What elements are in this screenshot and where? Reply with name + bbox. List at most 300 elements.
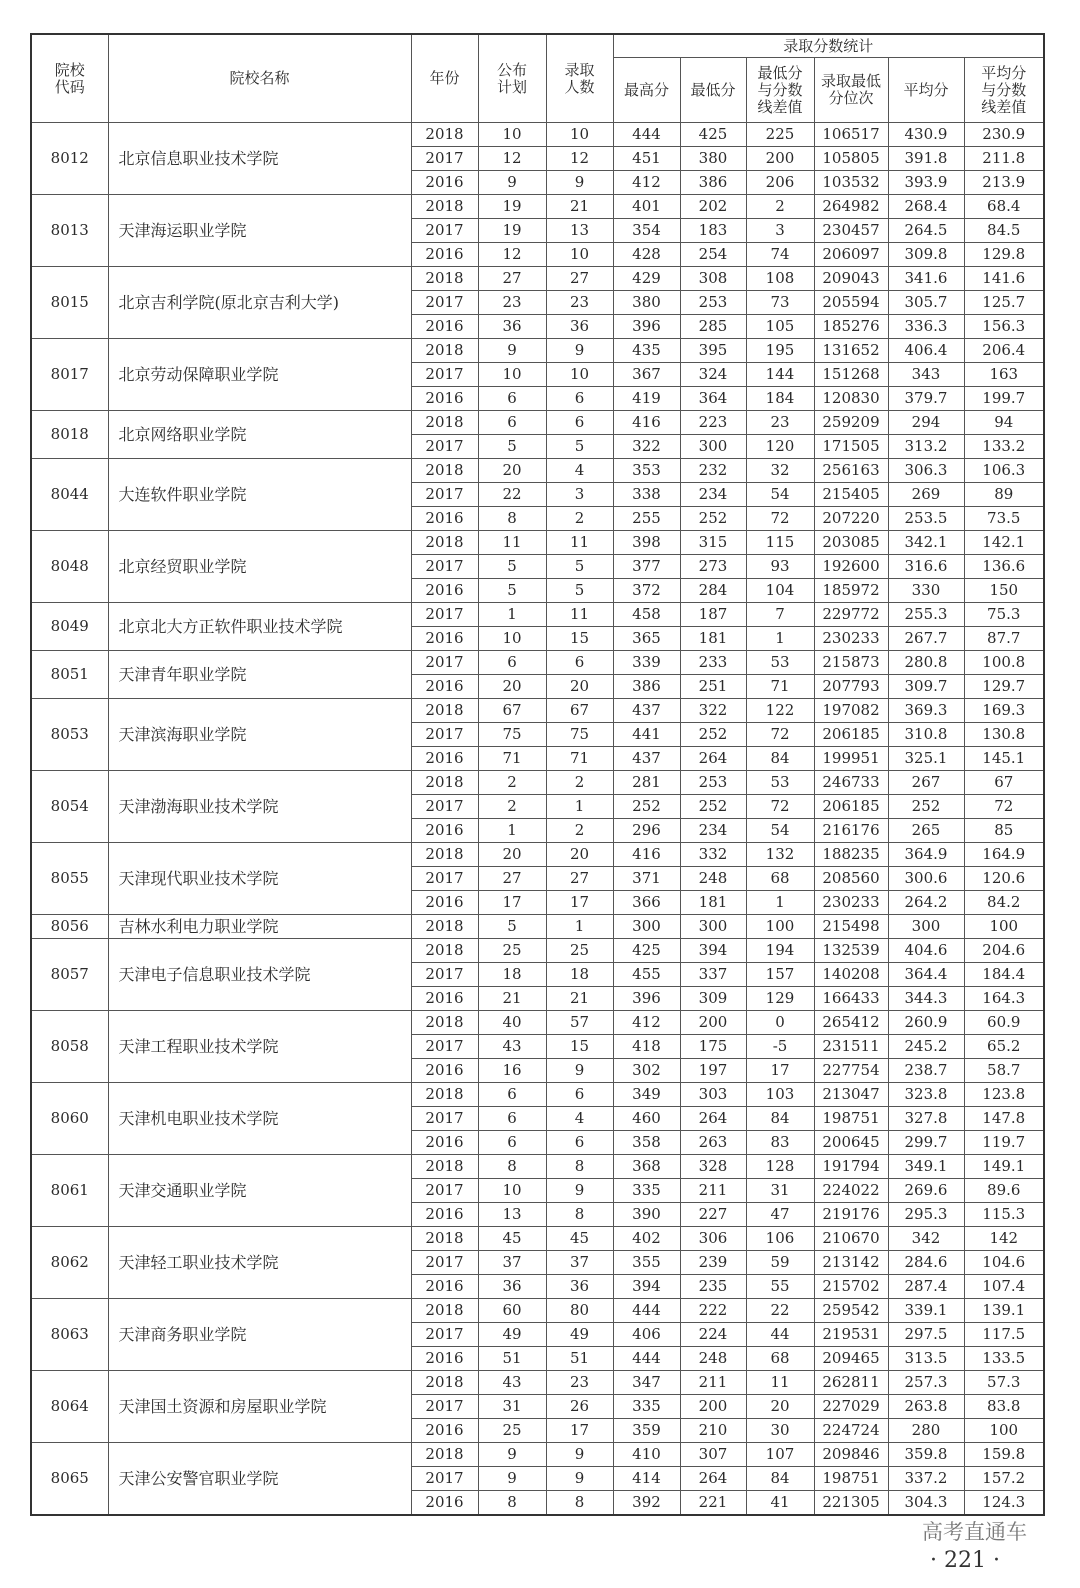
cell-avg: 245.2	[888, 1035, 964, 1059]
header-plan: 公布计划	[478, 34, 546, 123]
table-row	[31, 531, 1044, 555]
cell-min: 221	[680, 1491, 746, 1516]
cell-admitted: 75	[546, 723, 613, 747]
cell-avg: 264.5	[888, 219, 964, 243]
cell-min: 181	[680, 891, 746, 915]
cell-year: 2016	[411, 819, 478, 843]
school-name: 天津机电职业技术学院	[108, 1083, 411, 1155]
cell-plan: 6	[478, 411, 546, 435]
cell-year: 2018	[411, 339, 478, 363]
cell-admitted: 18	[546, 963, 613, 987]
cell-year: 2018	[411, 1227, 478, 1251]
cell-min-diff: 72	[746, 723, 814, 747]
cell-min: 253	[680, 771, 746, 795]
cell-admitted: 21	[546, 195, 613, 219]
cell-min-rank: 206185	[814, 723, 888, 747]
cell-min: 252	[680, 795, 746, 819]
cell-year: 2018	[411, 1299, 478, 1323]
cell-min-rank: 210670	[814, 1227, 888, 1251]
table-row	[31, 1155, 1044, 1179]
cell-min: 202	[680, 195, 746, 219]
cell-min: 248	[680, 1347, 746, 1371]
cell-min-rank: 106517	[814, 123, 888, 147]
table-row	[31, 1083, 1044, 1107]
cell-max: 455	[613, 963, 680, 987]
cell-min-diff: 53	[746, 651, 814, 675]
school-code: 8056	[31, 915, 108, 939]
cell-min-rank: 198751	[814, 1467, 888, 1491]
cell-min-diff: 84	[746, 1467, 814, 1491]
cell-min-diff: 68	[746, 1347, 814, 1371]
cell-avg-diff: 230.9	[964, 123, 1044, 147]
cell-plan: 1	[478, 603, 546, 627]
cell-min: 273	[680, 555, 746, 579]
cell-avg-diff: 129.7	[964, 675, 1044, 699]
school-name: 北京吉利学院(原北京吉利大学)	[108, 267, 411, 339]
cell-year: 2017	[411, 723, 478, 747]
cell-avg: 265	[888, 819, 964, 843]
cell-min-rank: 191794	[814, 1155, 888, 1179]
cell-max: 425	[613, 939, 680, 963]
cell-plan: 12	[478, 147, 546, 171]
school-name: 天津轻工职业技术学院	[108, 1227, 411, 1299]
cell-min-diff: 84	[746, 747, 814, 771]
cell-min-diff: 93	[746, 555, 814, 579]
cell-admitted: 6	[546, 1083, 613, 1107]
cell-avg-diff: 67	[964, 771, 1044, 795]
cell-avg-diff: 85	[964, 819, 1044, 843]
cell-admitted: 71	[546, 747, 613, 771]
cell-avg: 300.6	[888, 867, 964, 891]
cell-avg: 323.8	[888, 1083, 964, 1107]
cell-plan: 11	[478, 531, 546, 555]
school-code: 8053	[31, 699, 108, 771]
cell-min: 337	[680, 963, 746, 987]
cell-year: 2018	[411, 531, 478, 555]
cell-max: 322	[613, 435, 680, 459]
cell-plan: 21	[478, 987, 546, 1011]
cell-avg: 364.4	[888, 963, 964, 987]
cell-min-diff: 53	[746, 771, 814, 795]
cell-min-rank: 215873	[814, 651, 888, 675]
school-code: 8060	[31, 1083, 108, 1155]
cell-max: 335	[613, 1395, 680, 1419]
cell-year: 2016	[411, 315, 478, 339]
cell-avg: 300	[888, 915, 964, 939]
school-code: 8064	[31, 1371, 108, 1443]
cell-year: 2016	[411, 507, 478, 531]
cell-avg-diff: 145.1	[964, 747, 1044, 771]
cell-min: 264	[680, 1107, 746, 1131]
cell-max: 429	[613, 267, 680, 291]
school-code: 8063	[31, 1299, 108, 1371]
cell-avg: 268.4	[888, 195, 964, 219]
table-row	[31, 1371, 1044, 1395]
cell-year: 2017	[411, 1179, 478, 1203]
cell-min: 264	[680, 747, 746, 771]
cell-avg: 342	[888, 1227, 964, 1251]
cell-avg-diff: 164.3	[964, 987, 1044, 1011]
header-avg-diff: 平均分与分数线差值	[964, 58, 1044, 123]
cell-min: 264	[680, 1467, 746, 1491]
cell-max: 460	[613, 1107, 680, 1131]
school-code: 8048	[31, 531, 108, 603]
cell-plan: 6	[478, 387, 546, 411]
cell-min-diff: 2	[746, 195, 814, 219]
table-row	[31, 843, 1044, 867]
cell-min: 386	[680, 171, 746, 195]
cell-plan: 19	[478, 195, 546, 219]
cell-avg: 364.9	[888, 843, 964, 867]
cell-min-rank: 185972	[814, 579, 888, 603]
cell-min: 322	[680, 699, 746, 723]
cell-plan: 13	[478, 1203, 546, 1227]
cell-min-diff: 30	[746, 1419, 814, 1443]
cell-plan: 20	[478, 675, 546, 699]
cell-admitted: 9	[546, 1443, 613, 1467]
cell-avg: 430.9	[888, 123, 964, 147]
cell-max: 349	[613, 1083, 680, 1107]
cell-avg-diff: 156.3	[964, 315, 1044, 339]
cell-avg-diff: 147.8	[964, 1107, 1044, 1131]
cell-admitted: 13	[546, 219, 613, 243]
cell-min: 234	[680, 819, 746, 843]
cell-avg-diff: 123.8	[964, 1083, 1044, 1107]
cell-plan: 1	[478, 819, 546, 843]
table-row	[31, 195, 1044, 219]
cell-max: 401	[613, 195, 680, 219]
school-name: 天津商务职业学院	[108, 1299, 411, 1371]
cell-avg: 341.6	[888, 267, 964, 291]
school-name: 天津公安警官职业学院	[108, 1443, 411, 1516]
table-body	[31, 123, 1044, 1516]
cell-min-diff: 104	[746, 579, 814, 603]
cell-min: 210	[680, 1419, 746, 1443]
cell-admitted: 10	[546, 363, 613, 387]
cell-admitted: 26	[546, 1395, 613, 1419]
table-row	[31, 603, 1044, 627]
school-name: 天津电子信息职业技术学院	[108, 939, 411, 1011]
cell-avg-diff: 119.7	[964, 1131, 1044, 1155]
cell-avg-diff: 84.5	[964, 219, 1044, 243]
cell-min-rank: 230457	[814, 219, 888, 243]
cell-admitted: 27	[546, 867, 613, 891]
cell-min: 300	[680, 915, 746, 939]
cell-min-diff: 44	[746, 1323, 814, 1347]
cell-avg: 269.6	[888, 1179, 964, 1203]
cell-admitted: 21	[546, 987, 613, 1011]
cell-min-rank: 151268	[814, 363, 888, 387]
cell-year: 2016	[411, 891, 478, 915]
cell-avg-diff: 141.6	[964, 267, 1044, 291]
cell-min: 306	[680, 1227, 746, 1251]
cell-year: 2017	[411, 291, 478, 315]
cell-plan: 10	[478, 363, 546, 387]
cell-min-diff: 22	[746, 1299, 814, 1323]
cell-avg: 404.6	[888, 939, 964, 963]
cell-min: 380	[680, 147, 746, 171]
header-avg: 平均分	[888, 58, 964, 123]
cell-plan: 6	[478, 1083, 546, 1107]
school-code: 8017	[31, 339, 108, 411]
cell-year: 2016	[411, 747, 478, 771]
school-code: 8061	[31, 1155, 108, 1227]
cell-avg: 309.8	[888, 243, 964, 267]
cell-avg: 267	[888, 771, 964, 795]
cell-min-rank: 140208	[814, 963, 888, 987]
cell-year: 2017	[411, 1323, 478, 1347]
cell-min-rank: 213142	[814, 1251, 888, 1275]
cell-avg: 393.9	[888, 171, 964, 195]
cell-admitted: 1	[546, 915, 613, 939]
cell-plan: 10	[478, 1179, 546, 1203]
cell-avg: 310.8	[888, 723, 964, 747]
cell-admitted: 51	[546, 1347, 613, 1371]
cell-plan: 5	[478, 555, 546, 579]
cell-admitted: 9	[546, 339, 613, 363]
cell-year: 2018	[411, 843, 478, 867]
cell-year: 2016	[411, 1419, 478, 1443]
cell-year: 2016	[411, 1131, 478, 1155]
cell-avg: 330	[888, 579, 964, 603]
cell-min-rank: 213047	[814, 1083, 888, 1107]
cell-avg-diff: 150	[964, 579, 1044, 603]
table-row	[31, 1443, 1044, 1467]
cell-avg: 260.9	[888, 1011, 964, 1035]
cell-avg-diff: 213.9	[964, 171, 1044, 195]
cell-min-rank: 198751	[814, 1107, 888, 1131]
cell-avg-diff: 104.6	[964, 1251, 1044, 1275]
school-name: 天津现代职业技术学院	[108, 843, 411, 915]
cell-admitted: 23	[546, 291, 613, 315]
cell-avg: 339.1	[888, 1299, 964, 1323]
cell-plan: 22	[478, 483, 546, 507]
cell-plan: 20	[478, 843, 546, 867]
cell-avg-diff: 124.3	[964, 1491, 1044, 1516]
cell-admitted: 9	[546, 1059, 613, 1083]
cell-admitted: 8	[546, 1155, 613, 1179]
cell-min-diff: 128	[746, 1155, 814, 1179]
cell-min: 328	[680, 1155, 746, 1179]
cell-min-diff: 11	[746, 1371, 814, 1395]
cell-min-rank: 206185	[814, 795, 888, 819]
cell-min-diff: 59	[746, 1251, 814, 1275]
cell-year: 2016	[411, 987, 478, 1011]
cell-year: 2016	[411, 387, 478, 411]
cell-max: 392	[613, 1491, 680, 1516]
cell-year: 2017	[411, 1035, 478, 1059]
cell-min-diff: 31	[746, 1179, 814, 1203]
cell-min-diff: 55	[746, 1275, 814, 1299]
cell-min: 211	[680, 1371, 746, 1395]
cell-min: 315	[680, 531, 746, 555]
cell-min: 254	[680, 243, 746, 267]
cell-min-rank: 200645	[814, 1131, 888, 1155]
cell-min-diff: 23	[746, 411, 814, 435]
cell-min: 309	[680, 987, 746, 1011]
cell-avg: 306.3	[888, 459, 964, 483]
cell-max: 402	[613, 1227, 680, 1251]
cell-max: 367	[613, 363, 680, 387]
cell-avg-diff: 106.3	[964, 459, 1044, 483]
header-max: 最高分	[613, 58, 680, 123]
cell-year: 2017	[411, 147, 478, 171]
cell-min-diff: 157	[746, 963, 814, 987]
school-name: 天津国土资源和房屋职业学院	[108, 1371, 411, 1443]
cell-max: 435	[613, 339, 680, 363]
cell-avg: 343	[888, 363, 964, 387]
cell-min: 364	[680, 387, 746, 411]
cell-avg-diff: 57.3	[964, 1371, 1044, 1395]
cell-min-rank: 246733	[814, 771, 888, 795]
cell-avg: 327.8	[888, 1107, 964, 1131]
header-code: 院校代码	[31, 34, 108, 123]
cell-max: 368	[613, 1155, 680, 1179]
cell-min: 395	[680, 339, 746, 363]
cell-plan: 27	[478, 867, 546, 891]
cell-min: 183	[680, 219, 746, 243]
cell-min-diff: 74	[746, 243, 814, 267]
cell-avg-diff: 100.8	[964, 651, 1044, 675]
cell-min-diff: 103	[746, 1083, 814, 1107]
cell-plan: 2	[478, 795, 546, 819]
cell-avg: 280	[888, 1419, 964, 1443]
cell-max: 390	[613, 1203, 680, 1227]
cell-min-rank: 230233	[814, 627, 888, 651]
cell-avg: 263.8	[888, 1395, 964, 1419]
cell-year: 2016	[411, 1275, 478, 1299]
cell-plan: 43	[478, 1371, 546, 1395]
cell-min-diff: 0	[746, 1011, 814, 1035]
cell-min-rank: 227754	[814, 1059, 888, 1083]
cell-min-rank: 132539	[814, 939, 888, 963]
cell-min-diff: 122	[746, 699, 814, 723]
cell-min: 285	[680, 315, 746, 339]
cell-plan: 5	[478, 579, 546, 603]
cell-year: 2016	[411, 675, 478, 699]
cell-min-rank: 221305	[814, 1491, 888, 1516]
cell-avg-diff: 75.3	[964, 603, 1044, 627]
cell-avg-diff: 184.4	[964, 963, 1044, 987]
cell-plan: 49	[478, 1323, 546, 1347]
cell-plan: 36	[478, 1275, 546, 1299]
cell-admitted: 67	[546, 699, 613, 723]
cell-min: 227	[680, 1203, 746, 1227]
cell-min: 252	[680, 723, 746, 747]
cell-avg-diff: 100	[964, 915, 1044, 939]
cell-min: 200	[680, 1011, 746, 1035]
cell-min-rank: 219176	[814, 1203, 888, 1227]
cell-avg: 337.2	[888, 1467, 964, 1491]
cell-min-rank: 203085	[814, 531, 888, 555]
cell-avg-diff: 58.7	[964, 1059, 1044, 1083]
cell-year: 2017	[411, 795, 478, 819]
cell-avg: 264.2	[888, 891, 964, 915]
cell-plan: 51	[478, 1347, 546, 1371]
watermark: 高考直通车	[922, 1520, 1027, 1544]
cell-plan: 71	[478, 747, 546, 771]
cell-avg: 252	[888, 795, 964, 819]
cell-max: 428	[613, 243, 680, 267]
cell-admitted: 10	[546, 243, 613, 267]
cell-plan: 6	[478, 1131, 546, 1155]
cell-avg-diff: 115.3	[964, 1203, 1044, 1227]
cell-min: 300	[680, 435, 746, 459]
cell-min-diff: 20	[746, 1395, 814, 1419]
cell-avg: 269	[888, 483, 964, 507]
cell-min-rank: 264982	[814, 195, 888, 219]
school-name: 北京经贸职业学院	[108, 531, 411, 603]
school-code: 8013	[31, 195, 108, 267]
cell-min-diff: 115	[746, 531, 814, 555]
cell-admitted: 6	[546, 411, 613, 435]
school-name: 北京网络职业学院	[108, 411, 411, 459]
cell-min: 308	[680, 267, 746, 291]
table-row	[31, 771, 1044, 795]
cell-year: 2017	[411, 867, 478, 891]
cell-max: 300	[613, 915, 680, 939]
cell-min-diff: 120	[746, 435, 814, 459]
cell-admitted: 8	[546, 1491, 613, 1516]
cell-avg: 359.8	[888, 1443, 964, 1467]
cell-avg: 379.7	[888, 387, 964, 411]
cell-admitted: 37	[546, 1251, 613, 1275]
cell-min: 394	[680, 939, 746, 963]
cell-min-diff: 72	[746, 507, 814, 531]
cell-avg: 369.3	[888, 699, 964, 723]
cell-min-diff: 225	[746, 123, 814, 147]
school-code: 8049	[31, 603, 108, 651]
school-name: 吉林水利电力职业学院	[108, 915, 411, 939]
cell-min-diff: 108	[746, 267, 814, 291]
cell-min: 200	[680, 1395, 746, 1419]
cell-plan: 25	[478, 939, 546, 963]
cell-max: 377	[613, 555, 680, 579]
cell-min-rank: 103532	[814, 171, 888, 195]
cell-year: 2017	[411, 435, 478, 459]
cell-min-diff: 47	[746, 1203, 814, 1227]
cell-avg-diff: 72	[964, 795, 1044, 819]
cell-year: 2017	[411, 483, 478, 507]
cell-avg-diff: 136.6	[964, 555, 1044, 579]
cell-admitted: 6	[546, 651, 613, 675]
cell-max: 358	[613, 1131, 680, 1155]
cell-min-diff: -5	[746, 1035, 814, 1059]
cell-admitted: 20	[546, 843, 613, 867]
cell-min-diff: 129	[746, 987, 814, 1011]
school-name: 天津渤海职业技术学院	[108, 771, 411, 843]
cell-avg: 295.3	[888, 1203, 964, 1227]
school-code: 8055	[31, 843, 108, 915]
cell-min: 211	[680, 1179, 746, 1203]
cell-year: 2018	[411, 459, 478, 483]
cell-avg-diff: 94	[964, 411, 1044, 435]
cell-max: 412	[613, 171, 680, 195]
cell-min-rank: 219531	[814, 1323, 888, 1347]
cell-min: 332	[680, 843, 746, 867]
cell-plan: 67	[478, 699, 546, 723]
cell-year: 2016	[411, 1203, 478, 1227]
cell-plan: 10	[478, 123, 546, 147]
cell-plan: 8	[478, 1491, 546, 1516]
cell-max: 406	[613, 1323, 680, 1347]
cell-max: 335	[613, 1179, 680, 1203]
cell-min-diff: 3	[746, 219, 814, 243]
cell-min-diff: 100	[746, 915, 814, 939]
cell-admitted: 45	[546, 1227, 613, 1251]
cell-plan: 16	[478, 1059, 546, 1083]
cell-max: 252	[613, 795, 680, 819]
